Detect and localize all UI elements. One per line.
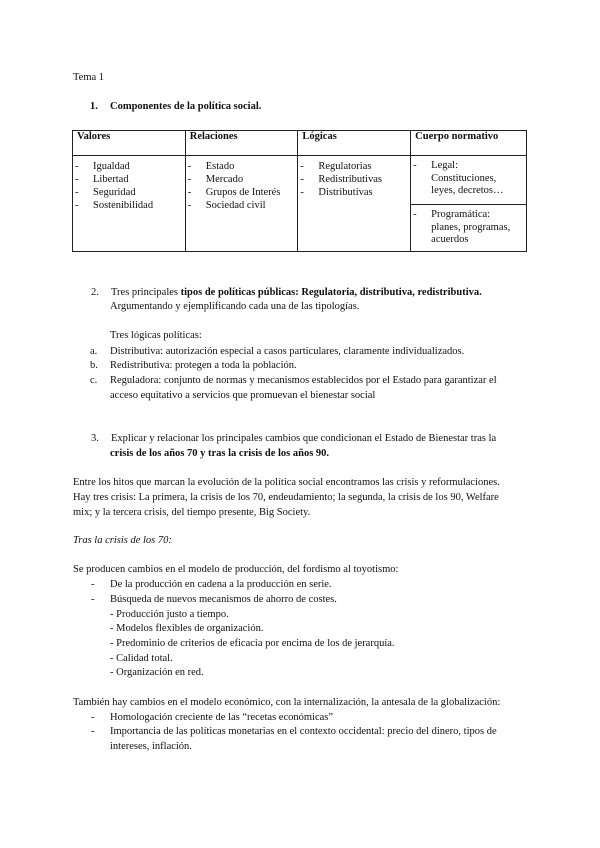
document-topic: Tema 1 [73,72,105,83]
list-item: b. Redistributiva: protegen a toda la población. [90,360,297,371]
section-1-heading [90,101,261,112]
list-item: - De la producción en cadena a la producción en serie. [91,579,332,590]
sub-list-item: - Organización en red. [110,667,204,678]
paragraph-line: Se producen cambios en el modelo de producción, del fordismo al toyotismo: [73,564,399,575]
list-item: - Seguridad [75,187,136,198]
list-item: - Búsqueda de nuevos mecanismos de ahorro de costes. [91,594,337,605]
list-item: - Libertad [75,174,129,185]
sub-list-item: - Calidad total. [110,653,173,664]
list-item: c. Reguladora: conjunto de normas y mecanismos establecidos por el Estado para garantizar el [90,375,497,386]
list-item: - Estado [187,161,235,172]
list-item: - Sociedad civil [187,200,266,211]
list-item: - Igualdad [75,161,130,172]
list-item: - Mercado [187,174,244,185]
sub-list-item: - Producción justo a tiempo. [110,609,229,620]
section-2-intro: Tres lógicas políticas: [110,330,202,341]
list-item: - Homologación creciente de las “recetas económicas” [91,712,334,723]
list-item: a. Distributiva: autorización especial a casos particulares, claramente individualizados. [90,346,465,357]
list-item: - Regulatorias [300,161,372,172]
cell-valores [73,156,186,252]
header-cuerpo-normativo: Cuerpo normativo [411,131,527,156]
subheading: Tras la crisis de los 70: [73,535,172,546]
section-2-heading: 2. Tres principales tipos de políticas públicas: Regulatoria, distributiva, redistributiva. [91,287,482,298]
section-2-bold: tipos de políticas públicas: Regulatoria, distributiva, redistributiva. [180,287,482,298]
list-item-continuation: intereses, inflación. [110,741,192,752]
paragraph-line: Entre los hitos que marcan la evolución de la política social encontramos las crisis y reformulaciones. [73,477,500,488]
cell-logicas [298,156,411,252]
cell-normativo-programatica: - Programática: planes, programas, acuerdos [411,205,527,252]
section-3-heading: 3. Explicar y relacionar los principales cambios que condicionan el Estado de Bienestar tras la [91,433,497,444]
list-item: - Sostenibilidad [75,200,154,211]
section-3-bold: crisis de los años 70 y tras la crisis de los años 90. [110,448,330,459]
paragraph-line: Hay tres crisis: La primera, la crisis de los 70, endeudamiento; la segunda, la crisis de los 90, Welfare [73,492,499,503]
sub-list-item: - Modelos flexibles de organización. [110,623,264,634]
cell-relaciones [185,156,298,252]
table-row [73,156,527,205]
table-header-row [73,131,527,156]
list-item-continuation: acceso equitativo a servicios que promuevan el bienestar social [110,390,376,401]
cell-normativo-legal: - Legal: Constituciones, leyes, decretos… [411,156,527,205]
header-logicas: Lógicas [298,131,411,156]
list-item: - Grupos de Interés [187,187,281,198]
section-1-title: Componentes de la política social. [110,101,262,112]
sub-list-item: - Predominio de criterios de eficacia por encima de los de jerarquía. [110,638,395,649]
paragraph-line: mix; y la tercera crisis, del tiempo presente, Big Society. [73,507,311,518]
components-table [72,130,527,252]
header-valores: Valores [73,131,186,156]
section-2-line2: Argumentando y ejemplificando cada una de las tipologías. [110,301,360,312]
section-1-number: 1. [90,101,98,112]
paragraph-line: También hay cambios en el modelo económico, con la internalización, la antesala de la globalización: [73,697,501,708]
header-relaciones: Relaciones [185,131,298,156]
list-item: - Distributivas [300,187,373,198]
list-item: - Importancia de las políticas monetarias en el contexto occidental: precio del dinero, tipos de [91,726,497,737]
list-item: - Redistributivas [300,174,382,185]
